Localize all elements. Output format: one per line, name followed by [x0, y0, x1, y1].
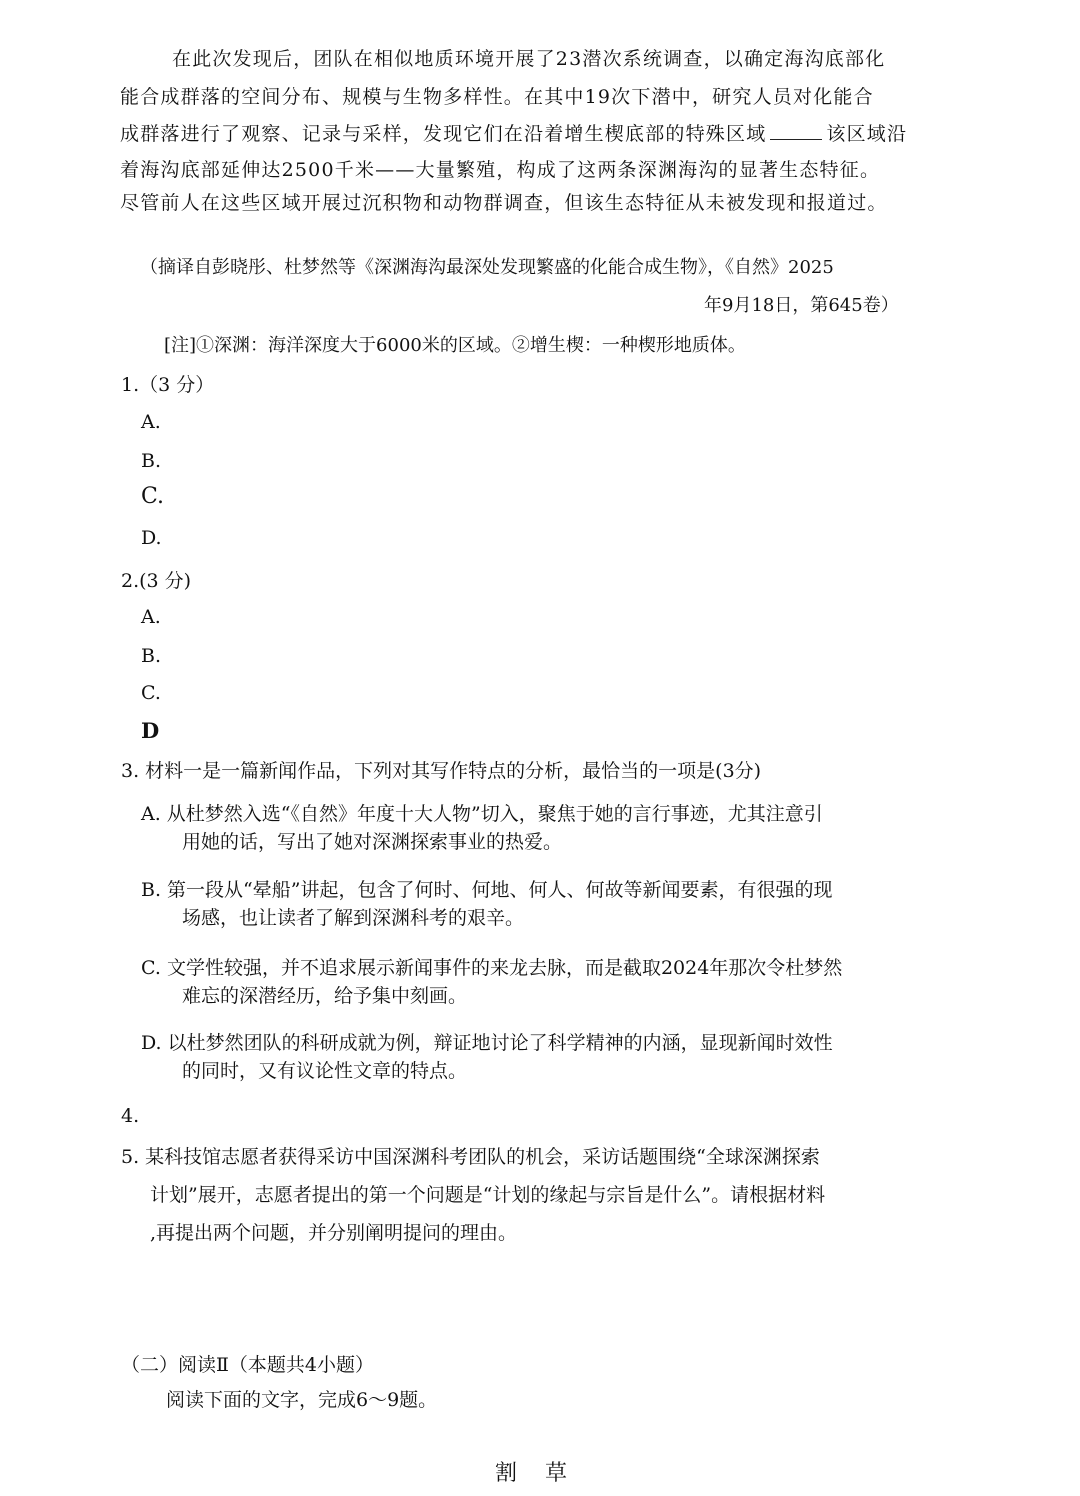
q3-option-c-cont: 难忘的深潜经历，给予集中刻画。	[182, 985, 468, 1007]
q3-option-d-cont: 的同时，又有议论性文章的特点。	[182, 1060, 468, 1082]
q5-line-2: 计划”展开，志愿者提出的第一个问题是“计划的缘起与宗旨是什么”。请根据材料	[150, 1184, 826, 1206]
q3-stem: 3. 材料一是一篇新闻作品，下列对其写作特点的分析，最恰当的一项是(3分)	[121, 760, 762, 782]
q2-option-c[interactable]: C.	[141, 682, 161, 704]
passage-line-5: 尽管前人在这些区域开展过沉积物和动物群调查，但该生态特征从未被发现和报道过。	[120, 192, 888, 214]
article-title: 割草	[495, 1461, 596, 1486]
q5-line-1: 5. 某科技馆志愿者获得采访中国深渊科考团队的机会，采访话题围绕“全球深渊探索	[121, 1146, 820, 1168]
passage-line-2: 能合成群落的空间分布、规模与生物多样性。在其中19次下潜中，研究人员对化能合	[120, 86, 874, 108]
q5-line-3: ,再提出两个问题，并分别阐明提问的理由。	[150, 1222, 518, 1244]
q3-option-d[interactable]: D. 以杜梦然团队的科研成就为例，辩证地讨论了科学精神的内涵，显现新闻时效性	[141, 1032, 833, 1054]
q2-stem: 2.(3 分)	[121, 570, 192, 592]
passage-line-4: 着海沟底部延伸达2500千米——大量繁殖，构成了这两条深渊海沟的显著生态特征。	[120, 159, 881, 181]
footnote: [注]①深渊：海洋深度大于6000米的区域。②增生楔：一种楔形地质体。	[164, 335, 746, 356]
q1-option-b[interactable]: B.	[141, 450, 162, 472]
q1-option-a[interactable]: A.	[141, 411, 161, 433]
q3-option-a-cont: 用她的话，写出了她对深渊探索事业的热爱。	[182, 831, 563, 853]
q3-option-c[interactable]: C. 文学性较强，并不追求展示新闻事件的来龙去脉，而是截取2024年那次令杜梦然	[141, 957, 843, 979]
q1-stem: 1.（3 分）	[121, 374, 215, 396]
q1-option-d[interactable]: D.	[141, 527, 162, 549]
q3-option-a[interactable]: A. 从杜梦然入选“《自然》年度十大人物”切入，聚焦于她的言行事迹，尤其注意引	[141, 803, 823, 825]
section-heading: （二）阅读Ⅱ（本题共4小题）	[121, 1354, 375, 1376]
source-line-1: （摘译自彭晓彤、杜梦然等《深渊海沟最深处发现繁盛的化能合成生物》，《自然》2025	[140, 257, 834, 278]
q2-option-a[interactable]: A.	[141, 606, 161, 628]
passage-line-3-start: 成群落进行了观察、记录与采样，发现它们在沿着增生楔底部的特殊区域	[120, 123, 767, 145]
passage-line-3	[120, 119, 907, 146]
q2-option-b[interactable]: B.	[141, 645, 162, 667]
q3-option-b[interactable]: B. 第一段从“晕船”讲起，包含了何时、何地、何人、何故等新闻要素，有很强的现	[141, 879, 833, 901]
passage-line-1: 在此次发现后，团队在相似地质环境开展了23潜次系统调查，以确定海沟底部化	[172, 48, 886, 70]
source-line-2: 年9月18日，第645卷）	[704, 295, 899, 316]
answer-blank[interactable]	[770, 121, 822, 140]
passage-line-3-end: 该区域沿	[826, 123, 908, 145]
q1-option-c[interactable]: C.	[141, 484, 165, 509]
q2-option-d[interactable]: D	[141, 718, 160, 743]
q4-stem: 4.	[121, 1105, 140, 1127]
section-instruction: 阅读下面的文字，完成6～9题。	[166, 1389, 438, 1411]
q3-option-b-cont: 场感，也让读者了解到深渊科考的艰辛。	[182, 907, 525, 929]
